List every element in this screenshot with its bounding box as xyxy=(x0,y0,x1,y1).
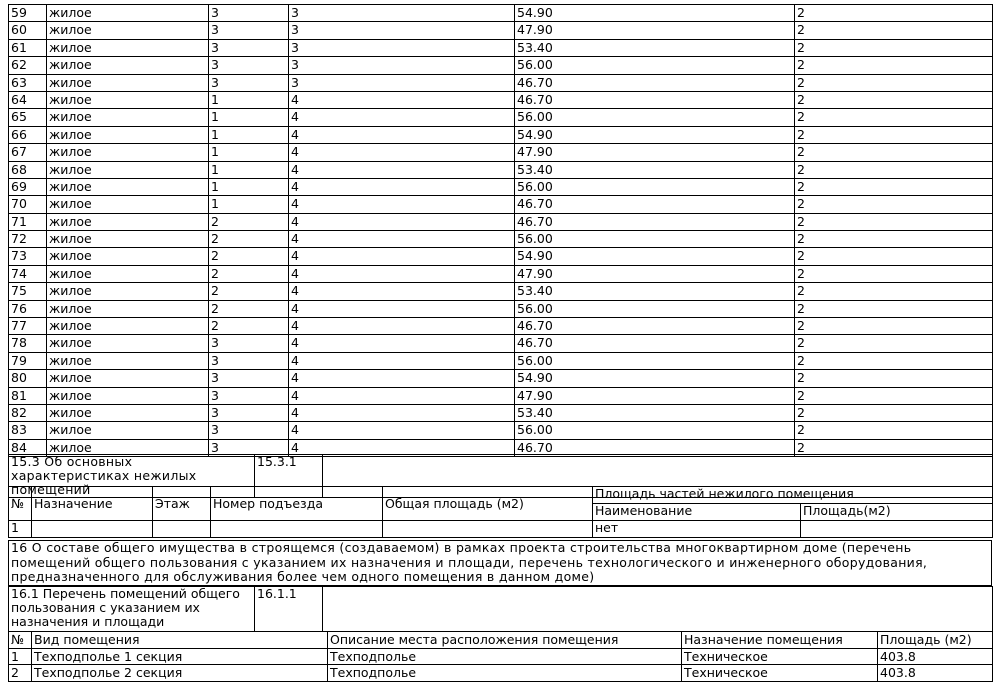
apartment-type: жилое xyxy=(47,370,209,387)
apartment-rooms: 2 xyxy=(795,370,993,387)
apartment-floor: 3 xyxy=(209,74,289,91)
apartment-area: 46.70 xyxy=(515,439,795,456)
apartment-num: 82 xyxy=(9,404,47,421)
apartment-rooms: 2 xyxy=(795,248,993,265)
apartment-num: 64 xyxy=(9,91,47,108)
section-16-table xyxy=(8,540,992,586)
apartment-area: 47.90 xyxy=(515,144,795,161)
section-16-1-title: 16.1 Перечень помещений общего пользования с указанием их назначения и площади xyxy=(9,587,255,632)
apartment-type: жилое xyxy=(47,404,209,421)
apartment-area: 46.70 xyxy=(515,318,795,335)
common-area: 403.8 xyxy=(878,648,993,665)
common-header-num: № xyxy=(9,632,32,649)
apartment-entrance: 4 xyxy=(289,387,515,404)
apartment-type: жилое xyxy=(47,126,209,143)
apartment-entrance: 3 xyxy=(289,39,515,56)
nonresidential-table xyxy=(8,486,993,538)
apartment-entrance: 4 xyxy=(289,404,515,421)
apartment-row xyxy=(9,231,993,248)
apartment-area: 56.00 xyxy=(515,300,795,317)
apartment-area: 53.40 xyxy=(515,161,795,178)
apartment-row xyxy=(9,196,993,213)
apartment-num: 69 xyxy=(9,178,47,195)
apartment-area: 47.90 xyxy=(515,387,795,404)
apartment-entrance: 4 xyxy=(289,300,515,317)
apartment-num: 78 xyxy=(9,335,47,352)
apartment-row xyxy=(9,248,993,265)
apartment-entrance: 4 xyxy=(289,265,515,282)
common-kind: Техподполье 2 секция xyxy=(32,665,328,682)
header-parts: Площадь частей нежилого помещения xyxy=(593,487,993,504)
common-rooms-table xyxy=(8,631,993,682)
apartment-row xyxy=(9,404,993,421)
common-num: 1 xyxy=(9,648,32,665)
apartment-floor: 3 xyxy=(209,5,289,22)
apartment-row xyxy=(9,387,993,404)
apartment-rooms: 2 xyxy=(795,196,993,213)
header-num: № xyxy=(9,487,32,521)
apartment-rooms: 2 xyxy=(795,144,993,161)
apartment-type: жилое xyxy=(47,265,209,282)
apartment-type: жилое xyxy=(47,74,209,91)
common-kind: Техподполье 1 секция xyxy=(32,648,328,665)
apartment-type: жилое xyxy=(47,231,209,248)
apartment-type: жилое xyxy=(47,196,209,213)
nonres-purpose xyxy=(32,521,153,538)
apartment-rooms: 2 xyxy=(795,57,993,74)
apartment-num: 73 xyxy=(9,248,47,265)
apartment-row xyxy=(9,161,993,178)
nonres-part-area xyxy=(801,521,993,538)
apartment-row xyxy=(9,318,993,335)
apartment-floor: 1 xyxy=(209,196,289,213)
apartment-area: 54.90 xyxy=(515,5,795,22)
apartment-type: жилое xyxy=(47,213,209,230)
apartment-num: 61 xyxy=(9,39,47,56)
apartment-rooms: 2 xyxy=(795,178,993,195)
section-16-1-table xyxy=(8,586,993,632)
apartment-entrance: 3 xyxy=(289,22,515,39)
apartment-type: жилое xyxy=(47,178,209,195)
apartment-floor: 1 xyxy=(209,126,289,143)
apartment-area: 53.40 xyxy=(515,404,795,421)
section-15-3-code: 15.3.1 xyxy=(255,455,323,498)
apartment-row xyxy=(9,370,993,387)
apartment-area: 46.70 xyxy=(515,74,795,91)
apartment-num: 83 xyxy=(9,422,47,439)
apartment-num: 65 xyxy=(9,109,47,126)
apartment-entrance: 3 xyxy=(289,74,515,91)
apartment-entrance: 4 xyxy=(289,126,515,143)
apartment-entrance: 4 xyxy=(289,161,515,178)
common-header-area: Площадь (м2) xyxy=(878,632,993,649)
apartment-num: 68 xyxy=(9,161,47,178)
apartment-entrance: 3 xyxy=(289,5,515,22)
apartment-rooms: 2 xyxy=(795,5,993,22)
common-header-location: Описание места расположения помещения xyxy=(328,632,682,649)
common-header-kind: Вид помещения xyxy=(32,632,328,649)
apartment-floor: 3 xyxy=(209,22,289,39)
nonres-area xyxy=(383,521,593,538)
apartment-entrance: 4 xyxy=(289,91,515,108)
apartment-area: 53.40 xyxy=(515,283,795,300)
apartment-area: 54.90 xyxy=(515,248,795,265)
apartment-type: жилое xyxy=(47,300,209,317)
apartment-area: 56.00 xyxy=(515,231,795,248)
apartment-entrance: 4 xyxy=(289,144,515,161)
common-rooms-header-row xyxy=(9,632,993,649)
apartment-num: 66 xyxy=(9,126,47,143)
apartment-rooms: 2 xyxy=(795,318,993,335)
apartment-num: 77 xyxy=(9,318,47,335)
apartment-floor: 1 xyxy=(209,144,289,161)
apartment-num: 62 xyxy=(9,57,47,74)
common-location: Техподполье xyxy=(328,665,682,682)
apartment-area: 54.90 xyxy=(515,370,795,387)
apartment-rooms: 2 xyxy=(795,335,993,352)
apartment-rooms: 2 xyxy=(795,283,993,300)
apartment-rooms: 2 xyxy=(795,109,993,126)
apartment-rooms: 2 xyxy=(795,265,993,282)
apartment-row xyxy=(9,109,993,126)
apartment-rooms: 2 xyxy=(795,91,993,108)
apartment-row xyxy=(9,300,993,317)
apartment-floor: 3 xyxy=(209,57,289,74)
apartment-floor: 2 xyxy=(209,265,289,282)
nonresidential-header-row xyxy=(9,487,993,504)
apartment-type: жилое xyxy=(47,91,209,108)
apartment-floor: 1 xyxy=(209,178,289,195)
apartment-type: жилое xyxy=(47,39,209,56)
apartment-type: жилое xyxy=(47,144,209,161)
apartment-num: 80 xyxy=(9,370,47,387)
header-part-name: Наименование xyxy=(593,504,801,521)
apartment-entrance: 4 xyxy=(289,248,515,265)
apartment-area: 47.90 xyxy=(515,265,795,282)
apartment-entrance: 4 xyxy=(289,109,515,126)
apartment-row xyxy=(9,144,993,161)
apartments-table-body xyxy=(9,5,993,457)
apartment-type: жилое xyxy=(47,335,209,352)
apartment-floor: 3 xyxy=(209,352,289,369)
apartment-entrance: 4 xyxy=(289,439,515,456)
apartment-rooms: 2 xyxy=(795,22,993,39)
apartment-row xyxy=(9,335,993,352)
apartment-rooms: 2 xyxy=(795,39,993,56)
header-entrance: Номер подъезда xyxy=(211,487,383,521)
apartment-rooms: 2 xyxy=(795,300,993,317)
apartment-entrance: 4 xyxy=(289,231,515,248)
section-16-1-value xyxy=(323,587,993,632)
apartment-floor: 1 xyxy=(209,91,289,108)
apartment-floor: 2 xyxy=(209,248,289,265)
apartment-type: жилое xyxy=(47,248,209,265)
common-purpose: Техническое xyxy=(682,648,878,665)
apartment-row xyxy=(9,91,993,108)
apartment-entrance: 4 xyxy=(289,370,515,387)
apartment-entrance: 4 xyxy=(289,335,515,352)
common-area: 403.8 xyxy=(878,665,993,682)
apartment-floor: 3 xyxy=(209,335,289,352)
header-floor: Этаж xyxy=(153,487,211,521)
common-location: Техподполье xyxy=(328,648,682,665)
apartment-row xyxy=(9,57,993,74)
apartment-floor: 3 xyxy=(209,404,289,421)
apartment-row xyxy=(9,5,993,22)
common-room-row xyxy=(9,648,993,665)
apartment-area: 56.00 xyxy=(515,422,795,439)
apartment-area: 53.40 xyxy=(515,39,795,56)
apartment-area: 56.00 xyxy=(515,352,795,369)
apartment-floor: 3 xyxy=(209,422,289,439)
apartment-area: 46.70 xyxy=(515,335,795,352)
section-16-1-row xyxy=(9,587,993,632)
apartment-row xyxy=(9,422,993,439)
header-area: Общая площадь (м2) xyxy=(383,487,593,521)
apartment-entrance: 3 xyxy=(289,57,515,74)
apartment-entrance: 4 xyxy=(289,178,515,195)
apartment-floor: 2 xyxy=(209,283,289,300)
apartment-num: 75 xyxy=(9,283,47,300)
apartment-entrance: 4 xyxy=(289,352,515,369)
apartment-type: жилое xyxy=(47,439,209,456)
apartment-num: 76 xyxy=(9,300,47,317)
apartment-area: 46.70 xyxy=(515,213,795,230)
common-purpose: Техническое xyxy=(682,665,878,682)
apartment-type: жилое xyxy=(47,22,209,39)
common-num: 2 xyxy=(9,665,32,682)
section-16-1-code: 16.1.1 xyxy=(255,587,323,632)
apartment-type: жилое xyxy=(47,5,209,22)
apartment-num: 59 xyxy=(9,5,47,22)
apartment-row xyxy=(9,178,993,195)
apartment-rooms: 2 xyxy=(795,213,993,230)
apartment-floor: 2 xyxy=(209,213,289,230)
apartment-rooms: 2 xyxy=(795,387,993,404)
apartment-type: жилое xyxy=(47,161,209,178)
apartment-row xyxy=(9,352,993,369)
apartment-entrance: 4 xyxy=(289,196,515,213)
apartment-area: 46.70 xyxy=(515,91,795,108)
apartment-num: 63 xyxy=(9,74,47,91)
apartment-entrance: 4 xyxy=(289,283,515,300)
apartment-rooms: 2 xyxy=(795,161,993,178)
apartment-row xyxy=(9,22,993,39)
apartment-floor: 2 xyxy=(209,300,289,317)
apartment-floor: 3 xyxy=(209,439,289,456)
apartment-floor: 3 xyxy=(209,39,289,56)
apartment-type: жилое xyxy=(47,109,209,126)
nonres-num: 1 xyxy=(9,521,32,538)
apartment-area: 47.90 xyxy=(515,22,795,39)
nonres-floor xyxy=(153,521,211,538)
apartment-area: 56.00 xyxy=(515,57,795,74)
apartment-rooms: 2 xyxy=(795,422,993,439)
apartment-num: 74 xyxy=(9,265,47,282)
apartment-type: жилое xyxy=(47,318,209,335)
apartment-entrance: 4 xyxy=(289,422,515,439)
apartment-rooms: 2 xyxy=(795,439,993,456)
apartment-row xyxy=(9,74,993,91)
header-purpose: Назначение xyxy=(32,487,153,521)
common-header-purpose: Назначение помещения xyxy=(682,632,878,649)
apartment-area: 54.90 xyxy=(515,126,795,143)
apartment-rooms: 2 xyxy=(795,231,993,248)
apartments-table xyxy=(8,4,993,457)
nonres-part-name: нет xyxy=(593,521,801,538)
apartment-num: 79 xyxy=(9,352,47,369)
section-15-3-title: 15.3 Об основных характеристиках нежилых помещений xyxy=(9,455,255,498)
apartment-area: 56.00 xyxy=(515,178,795,195)
apartment-floor: 2 xyxy=(209,318,289,335)
apartment-num: 72 xyxy=(9,231,47,248)
apartment-floor: 3 xyxy=(209,387,289,404)
apartment-floor: 3 xyxy=(209,370,289,387)
common-room-row xyxy=(9,665,993,682)
nonres-entrance xyxy=(211,521,383,538)
apartment-row xyxy=(9,213,993,230)
apartment-rooms: 2 xyxy=(795,74,993,91)
apartment-type: жилое xyxy=(47,422,209,439)
header-part-area: Площадь(м2) xyxy=(801,504,993,521)
apartment-num: 67 xyxy=(9,144,47,161)
section-16-row xyxy=(9,541,992,586)
apartment-type: жилое xyxy=(47,387,209,404)
apartment-entrance: 4 xyxy=(289,318,515,335)
apartment-row xyxy=(9,39,993,56)
apartment-type: жилое xyxy=(47,352,209,369)
apartment-row xyxy=(9,283,993,300)
apartment-num: 81 xyxy=(9,387,47,404)
apartment-area: 56.00 xyxy=(515,109,795,126)
apartment-floor: 1 xyxy=(209,161,289,178)
apartment-floor: 1 xyxy=(209,109,289,126)
apartment-rooms: 2 xyxy=(795,404,993,421)
apartment-row xyxy=(9,265,993,282)
nonresidential-row xyxy=(9,521,993,538)
apartment-num: 71 xyxy=(9,213,47,230)
apartment-num: 84 xyxy=(9,439,47,456)
apartment-num: 70 xyxy=(9,196,47,213)
apartment-type: жилое xyxy=(47,57,209,74)
apartment-row xyxy=(9,126,993,143)
apartment-entrance: 4 xyxy=(289,213,515,230)
apartment-type: жилое xyxy=(47,283,209,300)
apartment-rooms: 2 xyxy=(795,352,993,369)
apartment-num: 60 xyxy=(9,22,47,39)
apartment-floor: 2 xyxy=(209,231,289,248)
apartment-area: 46.70 xyxy=(515,196,795,213)
apartment-rooms: 2 xyxy=(795,126,993,143)
section-16-title: 16 О составе общего имущества в строящемся (создаваемом) в рамках проекта строительства многоквартирном доме (перечень помещений общего пользования с указанием их назначения и площади, перечень технологического и инженерного оборудования, предназначенного для обслуживания более чем одного помещения в данном доме) xyxy=(9,541,992,586)
